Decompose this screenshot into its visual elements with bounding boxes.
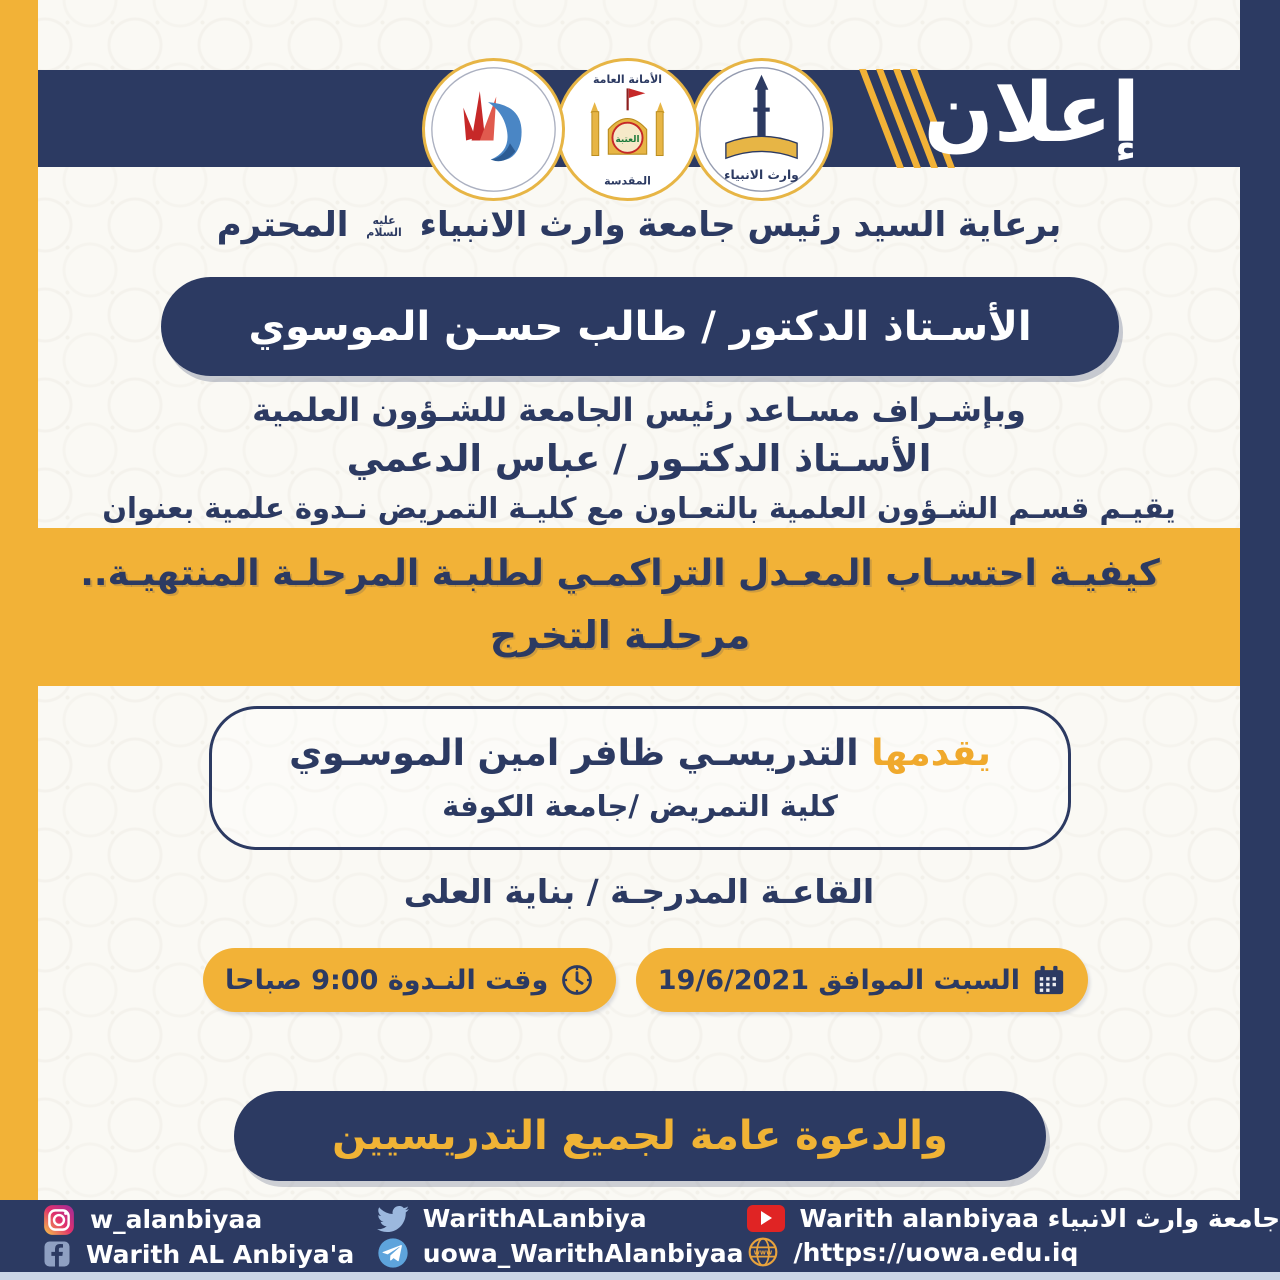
calendar-icon [1032,963,1066,997]
president-name: الأسـتاذ الدكتور / طالب حسـن الموسوي [248,303,1032,350]
facebook-icon [42,1239,72,1269]
announcement-title: إعلان [923,65,1140,161]
clock-icon [560,963,594,997]
svg-text:www: www [754,1248,773,1257]
telegram-item [377,1237,748,1269]
presenter-affiliation: كلية التمريض /جامعة الكوفة [442,789,838,823]
footer-column-left [0,1200,377,1272]
youtube-handle: Warith alanbiyaa جامعة وارث الانبياء [799,1203,1280,1233]
honorific-word-1: عليه [372,213,396,227]
twitter-item [377,1203,748,1235]
shrine-logo [559,61,696,198]
ministry-logo-icon [425,61,562,198]
presenter-lead: يقدمها [871,733,991,774]
ministry-logo [425,61,562,198]
globe-icon [747,1236,779,1268]
facebook-item [42,1239,377,1269]
youtube-icon [747,1205,785,1232]
presenter-line [212,727,1068,781]
honorific-badge [366,215,402,239]
honorific-word-2: السلام [366,225,402,239]
supervision-line: وبإشـراف مسـاعد رئيس الجامعة للشـؤون العلمية [252,391,1026,429]
seminar-title-line2: مرحلـة التخرج [489,613,751,657]
cta-pill [234,1091,1046,1181]
logos-row [428,61,830,198]
date-pill [636,948,1088,1012]
telegram-icon [377,1237,409,1269]
svg-text:وارث الانبياء: وارث الانبياء [724,167,799,182]
footer-bottom-strip [0,1272,1280,1280]
presenter-card [209,706,1071,850]
twitter-handle: WarithALanbiya [422,1204,647,1234]
presenter-name: التدريسـي ظافر امين الموسـوي [289,733,859,774]
instagram-item [42,1203,377,1237]
footer-social-bar [0,1200,1280,1272]
cta-text: والدعوة عامة لجميع التدريسيين [332,1113,948,1159]
time-pill [203,948,616,1012]
shrine-logo-icon [559,61,696,198]
supervisor-name: الأسـتاذ الدكتـور / عباس الدعمي [346,437,932,480]
website-item [747,1236,1280,1268]
patron-text-post: المحترم [216,205,349,245]
twitter-icon [377,1203,409,1235]
youtube-item [747,1204,1280,1233]
seminar-title-line1: كيفيـة احتسـاب المعـدل التراكمـي لطلبـة المرحلـة المنتهيـة.. [80,553,1160,594]
seminar-title-band [0,528,1240,686]
instagram-handle: w_alanbiyaa [90,1205,263,1235]
right-accent-strip [1240,0,1280,1280]
facebook-handle: Warith AL Anbiya'a [86,1239,355,1269]
time-text: وقت النـدوة 9:00 صباحا [225,964,549,996]
footer-column-right [747,1200,1280,1272]
svg-text:المقدسة: المقدسة [604,174,651,188]
university-logo-icon [693,61,830,198]
instagram-icon [42,1203,76,1237]
patron-line [38,205,1240,245]
university-logo [693,61,830,198]
supervision-block [38,388,1240,530]
organizer-line: يقيـم قسـم الشـؤون العلمية بالتعـاون مع كليـة التمريض نـدوة علمية بعنوان [102,491,1176,525]
svg-text:العتبة: العتبة [615,134,640,145]
svg-text:الأمانة العامة: الأمانة العامة [593,72,662,86]
website-url: /https://uowa.edu.iq [793,1237,1079,1267]
footer-column-middle [377,1200,748,1272]
president-name-pill [161,277,1119,376]
schedule-row [38,948,1240,1012]
telegram-handle: uowa_WarithAlanbiyaa [422,1238,744,1268]
venue-line: القاعـة المدرجـة / بناية العلى [403,872,875,911]
patron-text-pre: برعاية السيد رئيس جامعة وارث الانبياء [419,205,1062,245]
date-text: السبت الموافق 19/6/2021 [657,964,1020,996]
